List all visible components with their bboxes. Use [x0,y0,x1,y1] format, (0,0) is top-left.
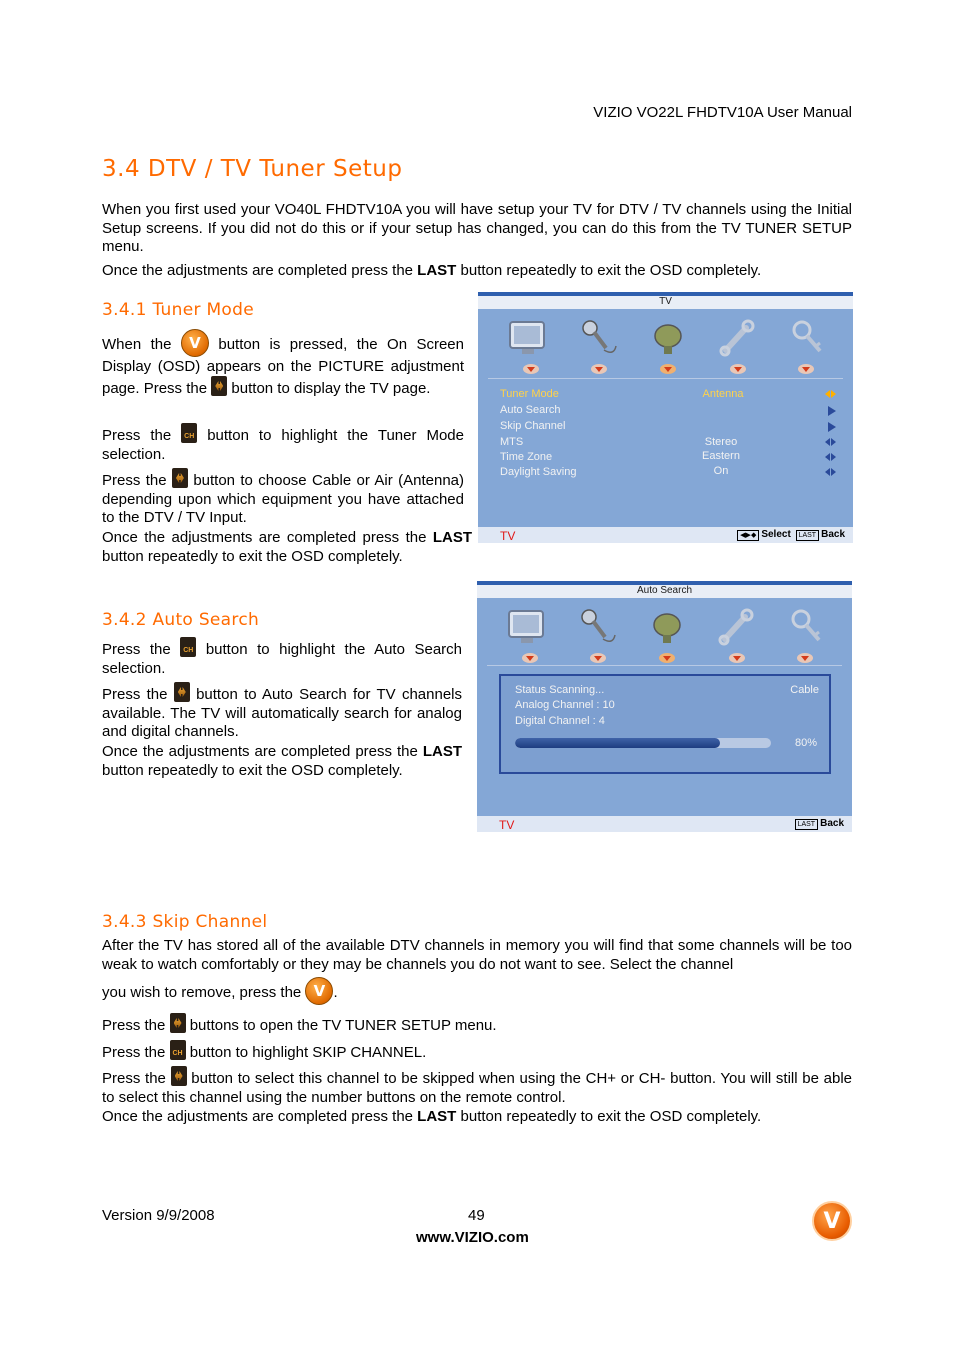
menu-value-daylight-saving: On [713,465,729,477]
menu-item-skip-channel[interactable]: Skip Channel [500,420,566,432]
menu-item-time-zone[interactable]: Time Zone [500,451,553,463]
down-arrow-icon [730,364,746,374]
last-key-icon: LAST [795,819,819,830]
osd-footer [477,816,852,832]
skip-channel-p3: Press the CH button to highlight SKIP CHANNEL. [102,1040,852,1063]
picture-icon [505,607,549,647]
down-arrow-icon [798,364,814,374]
menu-item-auto-search[interactable]: Auto Search [500,404,561,416]
vizio-logo-icon [812,1201,852,1241]
right-arrow-icon [828,422,836,433]
analog-channel-count: Analog Channel : 10 [515,699,615,711]
skip-channel-heading: 3.4.3 Skip Channel [102,912,268,932]
tuner-mode-heading: 3.4.1 Tuner Mode [102,300,254,320]
audio-icon [575,607,619,647]
section-title: 3.4 DTV / TV Tuner Setup [102,156,403,182]
scan-source: Cable [790,684,819,696]
setup-wrench-icon [716,318,760,358]
auto-search-p3: Once the adjustments are completed press the LAST button repeatedly to exit the OSD completely. [102,743,462,779]
skip-channel-p2: Press the buttons to open the TV TUNER SETUP menu. [102,1013,852,1036]
down-arrow-icon [591,364,607,374]
volume-arrow-button-icon [170,1013,186,1033]
osd-title: TV [478,296,853,309]
down-arrow-icon [590,653,606,663]
scan-progress-label: 80% [794,737,817,749]
digital-channel-count: Digital Channel : 4 [515,715,605,727]
footer-page-number: 49 [468,1207,485,1224]
tuner-mode-p1: When the V button is pressed, the On Screen Display (OSD) appears on the PICTURE adjustment page. Press the button to display the TV page. [102,329,464,398]
scan-progress-fill [515,738,720,748]
volume-arrow-button-icon [171,1066,187,1086]
channel-button-icon [181,423,197,443]
skip-channel-p1: After the TV has stored all of the available DTV channels in memory you will find that some channels will be too weak to watch comfortably or they may be channels you do not want to see. Select the channel [102,937,852,973]
osd-icon-bar [477,601,852,667]
channel-button-icon [170,1040,186,1060]
menu-value-time-zone: Eastern [702,450,740,462]
skip-channel-p1-cont: you wish to remove, press the V . [102,977,852,1005]
skip-channel-p4: Press the button to select this channel to be skipped when using the CH+ or CH- button. You will still be able to select this channel using the number buttons on the remote control. [102,1066,852,1107]
right-arrow-icon [828,406,836,417]
osd-footer-label: TV [500,529,516,543]
osd-hint: ◀▶◆ Select LAST Back [735,529,845,541]
menu-item-mts[interactable]: MTS [500,436,524,448]
menu-item-tuner-mode[interactable]: Tuner Mode [500,388,559,400]
osd-footer [478,527,853,543]
left-right-arrow-icon [825,438,837,446]
osd-auto-search-screenshot [477,581,852,832]
setup-wrench-icon [715,607,759,647]
down-arrow-icon [523,364,539,374]
manual-title: VIZIO VO22L FHDTV10A User Manual [593,104,852,121]
intro-last-paragraph: Once the adjustments are completed press the LAST button repeatedly to exit the OSD completely. [102,262,762,279]
divider [487,665,842,666]
osd-icon-bar [478,312,853,378]
tv-satellite-icon [646,318,690,358]
auto-search-p1: Press the CH button to highlight the Auto Search selection. [102,637,462,678]
picture-icon [506,318,550,358]
tuner-mode-p2: Press the CH button to highlight the Tuner Mode selection. [102,423,464,464]
last-key-icon: LAST [796,530,820,541]
vizio-menu-button-icon [305,977,333,1005]
tuner-mode-p3: Press the button to choose Cable or Air (Antenna) depending upon which equipment you have attached to the DTV / TV Input. [102,468,464,528]
auto-search-heading: 3.4.2 Auto Search [102,610,260,630]
footer-website[interactable]: www.VIZIO.com [416,1229,529,1246]
tuner-mode-p4: Once the adjustments are completed press the LAST button repeatedly to exit the OSD completely. [102,529,472,565]
scan-status-panel [499,674,831,774]
osd-hint: LAST Back [793,818,844,830]
left-right-arrow-icon [825,453,837,461]
intro-paragraph: When you first used your VO40L FHDTV10A you will have setup your TV for DTV / TV channels using the Initial Setup screens. If you did not do this or if your setup has changed, you can do this from the TV TUNER SETUP menu. [102,201,852,255]
parental-key-icon [785,607,829,647]
left-right-arrow-icon [825,390,837,398]
parental-key-icon [786,318,830,358]
down-arrow-icon [522,653,538,663]
down-arrow-icon [797,653,813,663]
tv-satellite-icon [645,607,689,647]
volume-arrow-button-icon [174,682,190,702]
footer-version: Version 9/9/2008 [102,1207,215,1224]
vizio-menu-button-icon [181,329,209,357]
volume-arrow-button-icon [172,468,188,488]
nav-keys-icon: ◀▶◆ [737,530,759,541]
down-arrow-icon [729,653,745,663]
scan-status: Status Scanning... [515,684,605,696]
volume-arrow-button-icon [211,376,227,396]
menu-item-daylight-saving[interactable]: Daylight Saving [500,466,577,478]
auto-search-p2: Press the button to Auto Search for TV channels available. The TV will automatically search for analog and digital channels. [102,682,462,742]
osd-tv-screenshot [478,292,853,543]
down-arrow-icon [659,653,675,663]
menu-value-tuner-mode: Antenna [702,388,744,400]
osd-footer-label: TV [499,818,515,832]
down-arrow-icon [660,364,676,374]
menu-value-mts: Stereo [704,436,738,448]
skip-channel-p5: Once the adjustments are completed press the LAST button repeatedly to exit the OSD completely. [102,1108,762,1125]
osd-title: Auto Search [477,585,852,598]
audio-icon [576,318,620,358]
divider [488,378,843,379]
scan-progress-bar [515,738,771,748]
left-right-arrow-icon [825,468,837,476]
channel-button-icon [180,637,196,657]
